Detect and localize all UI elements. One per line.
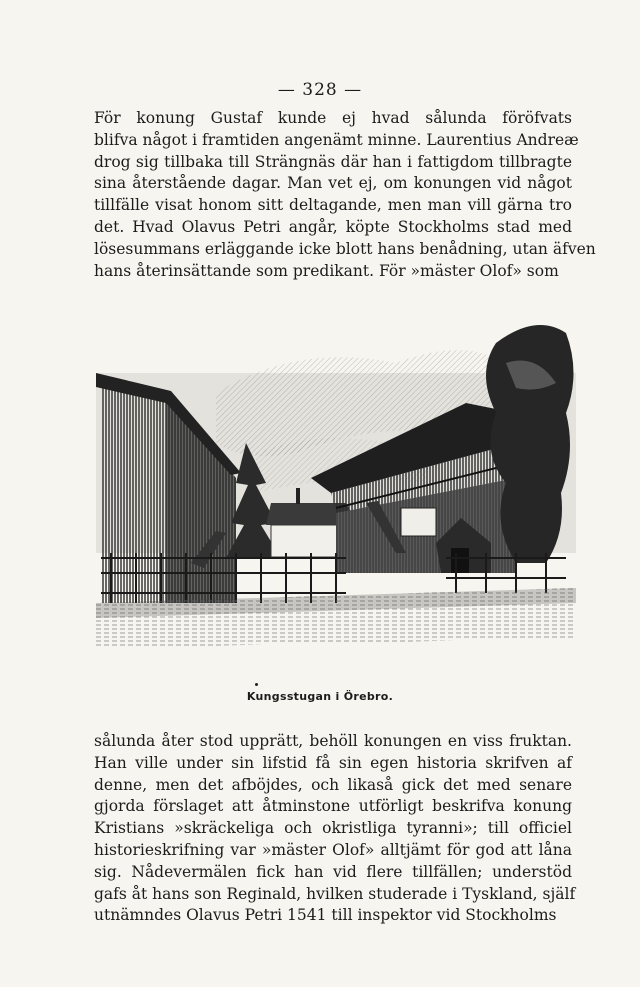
text-line: Kristians »skräckeliga och okristliga tyranni»; till officiel (94, 819, 572, 838)
text-line: sina återstående dagar. Man vet ej, om konungen vid något (94, 174, 572, 193)
text-line: Han ville under sin lifstid få sin egen historia skrifven af (94, 753, 572, 772)
text-line: drog sig tillbaka till Strängnäs där han i fattigdom tillbragte (94, 152, 572, 171)
text-line: lösesummans erläggande icke blott hans benådning, utan äfven (94, 239, 596, 258)
text-line: sålunda åter stod upprätt, behöll konungen en viss fruktan. (94, 732, 572, 750)
text-line: denne, men det afböjdes, och likaså gick det med senare (94, 775, 572, 794)
text-line: gafs åt hans son Reginald, hvilken studerade i Tyskland, själf (94, 884, 576, 903)
text-line: utnämndes Olavus Petri 1541 till inspektor vid Stockholms (94, 906, 557, 925)
paragraph-top (94, 108, 596, 282)
text-line: tillfälle visat honom sitt deltagande, men man vill gärna tro (94, 196, 572, 215)
page-number: — 328 — (277, 80, 363, 100)
illustration-kungsstugan (96, 303, 576, 663)
text-line: sig. Nådevermälen fick han vid flere tillfällen; understöd (94, 862, 572, 881)
illustration-caption: Kungsstugan i Örebro. (246, 690, 394, 703)
text-line: historieskrifning var »mäster Olof» alltjämt för god att låna (94, 840, 572, 859)
text-line: blifva något i framtiden angenämt minne. Laurentius Andreæ (94, 130, 579, 149)
text-line: gjorda förslaget att åtminstone utförligt beskrifva konung (94, 797, 572, 816)
caption-mark (255, 683, 258, 686)
paragraph-bottom (94, 731, 576, 927)
text-line: För konung Gustaf kunde ej hvad sålunda föröfvats (94, 109, 572, 127)
text-line: hans återinsättande som predikant. För »mäster Olof» som (94, 261, 559, 280)
text-line: det. Hvad Olavus Petri angår, köpte Stockholms stad med (94, 217, 572, 236)
